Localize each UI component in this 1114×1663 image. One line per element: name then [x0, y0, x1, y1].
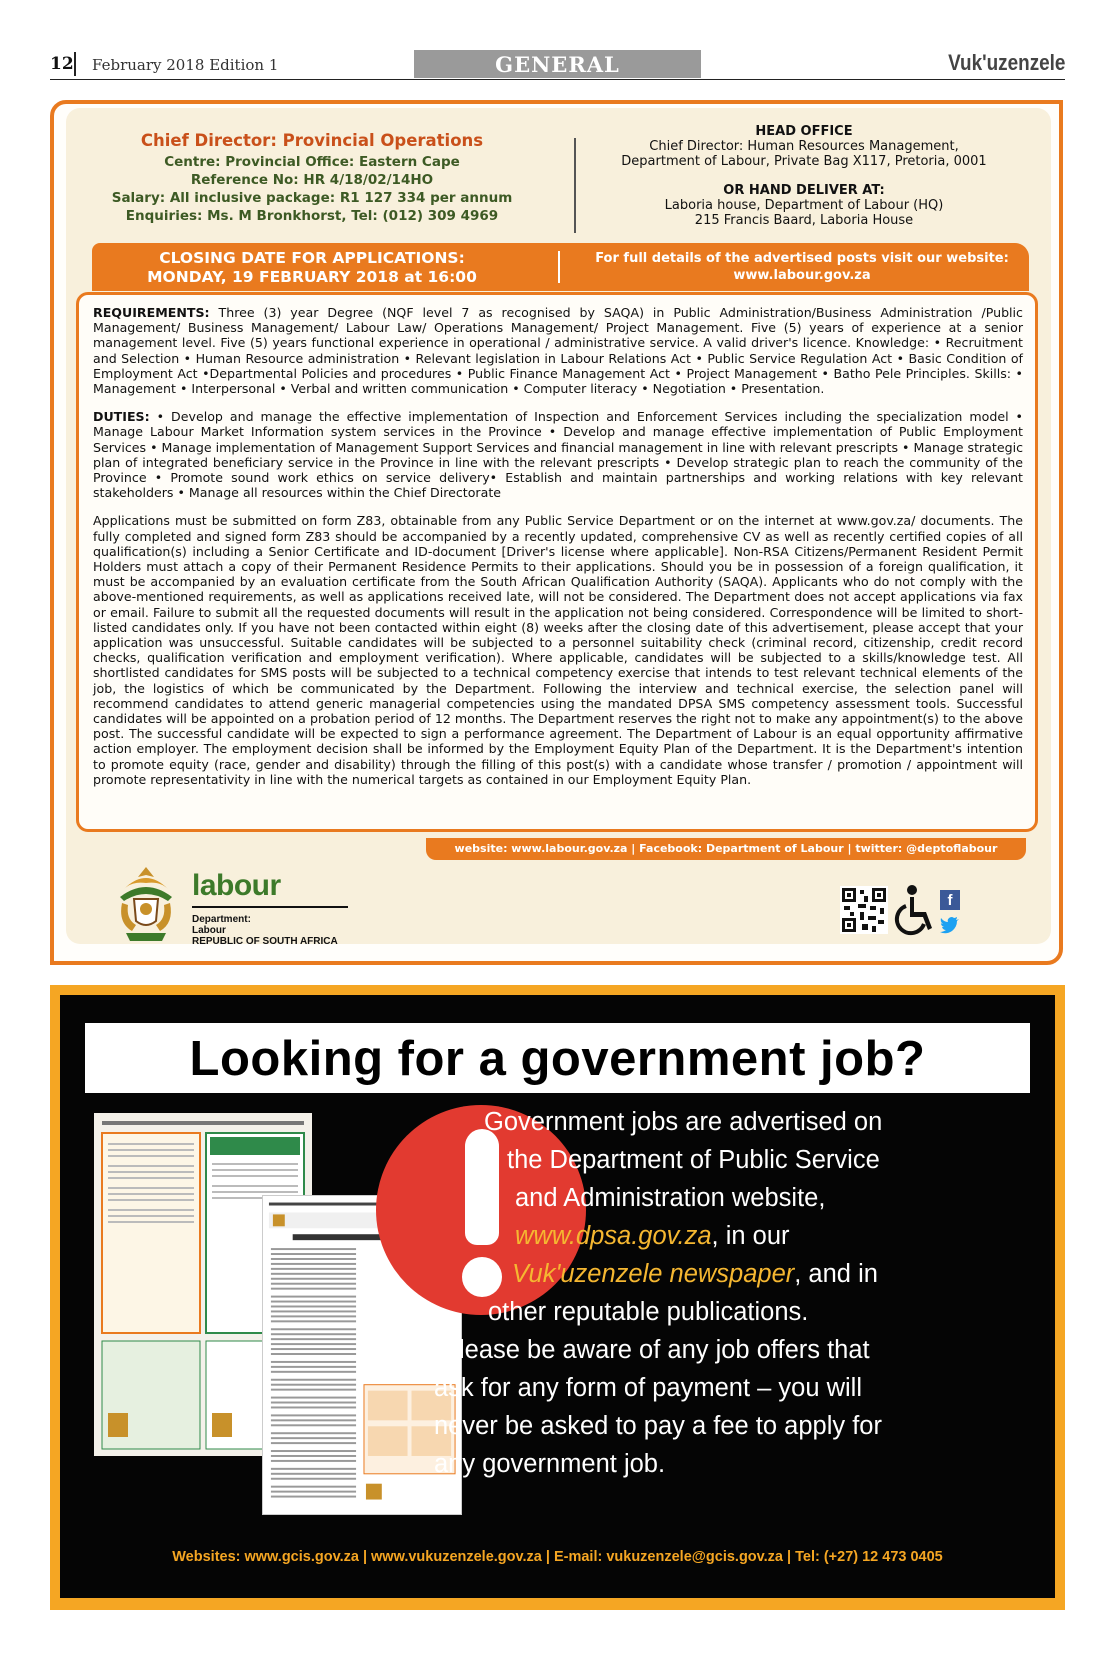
column-divider — [574, 138, 576, 233]
department-logo — [192, 870, 362, 947]
promo-line: never be asked to pay a fee to apply for — [434, 1412, 882, 1440]
promo-line — [484, 1255, 1024, 1293]
accessibility-icon — [892, 884, 938, 936]
promo-line: ask for any form of payment – you will — [434, 1374, 863, 1402]
post-enquiries: Enquiries: Ms. M Bronkhorst, Tel: (012) 309 4969 — [125, 208, 499, 224]
website-link[interactable]: www.labour.gov.za — [733, 268, 871, 283]
closing-separator — [558, 251, 560, 283]
details-label: For full details of the advertised posts visit our website: — [595, 251, 1009, 266]
dpsa-link[interactable]: www.dpsa.gov.za — [515, 1222, 712, 1250]
head-office-line: Chief Director: Human Resources Management, — [649, 139, 959, 154]
promo-box — [50, 985, 1065, 1610]
post-centre: Centre: Provincial Office: Eastern Cape — [164, 154, 460, 170]
promo-contact-footer: Websites: www.gcis.gov.za | www.vukuzenzele.gov.za | E-mail: vukuzenzele@gcis.gov.za | Tel: (+27) 12 473 0405 — [172, 1549, 943, 1565]
hand-deliver-line: Laboria house, Department of Labour (HQ) — [664, 198, 944, 213]
logo-line: REPUBLIC OF SOUTH AFRICA — [192, 936, 338, 947]
hand-deliver-heading: OR HAND DELIVER AT: — [723, 183, 885, 198]
promo-line — [484, 1217, 1024, 1255]
head-office-heading: HEAD OFFICE — [755, 124, 853, 139]
edition-date: February 2018 Edition 1 — [92, 56, 279, 74]
post-salary: Salary: All inclusive package: R1 127 334 per annum — [111, 190, 513, 206]
logo-wordmark: labour — [192, 869, 281, 902]
header-separator — [74, 52, 76, 76]
qr-code-icon — [840, 886, 888, 934]
closing-datetime: MONDAY, 19 FEBRUARY 2018 at 16:00 — [147, 268, 477, 286]
post-details — [102, 130, 522, 225]
logo-line: Labour — [192, 925, 226, 936]
section-label: GENERAL — [414, 50, 701, 78]
advert-contact-bar: website: www.labour.gov.za | Facebook: Department of Labour | twitter: @deptoflabour — [426, 838, 1026, 860]
requirements-label: REQUIREMENTS: — [93, 305, 210, 320]
requirements-text: Three (3) year Degree (NQF level 7 as recognised by SAQA) in Public Administration/Business Administration /Public Management/ Business Management/ Labour Law/ Operations Management/ Project Management. Five (5) years of experience at a senior management level. Five (5) years functional experience in operational / administrative service. A valid driver's licence. Knowledge: • Recruitment and Selection • Human Resource administration • Relevant legislation in Labour Relations Act • Public Service Regulation Act • Basic Condition of Employment Act •Departmental Policies and procedures • Public Finance Management Act • Project Management • Batho Pele Principles. Skills: • Management • Interpersonal • Verbal and written communication • Computer literacy • Negotiation • Presentation. — [93, 305, 1023, 397]
details-website — [572, 250, 1032, 284]
facebook-icon: f — [940, 890, 960, 910]
advert-panel — [66, 108, 1051, 947]
logo-line: Department: — [192, 914, 251, 925]
closing-date — [92, 249, 532, 287]
publication-name: Vuk'uzenzele — [947, 50, 1065, 75]
promo-headline: Looking for a government job? — [85, 1023, 1030, 1093]
promo-panel — [60, 995, 1055, 1598]
coat-of-arms-icon — [110, 863, 182, 945]
requirements-paragraph — [93, 305, 1023, 396]
duties-label: DUTIES: — [93, 409, 150, 425]
head-office-line: Department of Labour, Private Bag X117, Pretoria, 0001 — [621, 154, 987, 169]
vukuzenzele-link[interactable]: Vuk'uzenzele newspaper — [512, 1260, 795, 1288]
promo-line: Government jobs are advertised on — [484, 1108, 883, 1136]
page-header — [50, 50, 1065, 80]
head-office-address — [594, 124, 1014, 228]
promo-line: the Department of Public Service — [507, 1146, 880, 1174]
hand-deliver-line: 215 Francis Baard, Laboria House — [694, 213, 914, 228]
duties-text: • Develop and manage the effective implementation of Inspection and Enforcement Services including the specialization model • Manage Labour Market Information system services in the Province • Develop and manage effective implementation of Public Employment Services • Manage implementation of Management Support Services and financial management in line with relevant prescripts • Manage strategic plan of integrated beneficiary service in the Province in line with the relevant prescripts • Develop strategic plan to reach the community of the Province • Promote sound work ethics on service delivery• Establish and maintain partnerships and working relations with key relevant stakeholders • Manage all resources within the Chief Directorate — [93, 409, 1023, 501]
promo-line: Please be aware of any job offers that — [442, 1336, 870, 1364]
closing-date-bar — [92, 243, 1029, 291]
job-advert — [50, 100, 1063, 965]
promo-line-suffix: , in our — [711, 1222, 790, 1250]
post-title: Chief Director: Provincial Operations — [140, 131, 484, 150]
promo-line: and Administration website, — [515, 1184, 826, 1212]
promo-line-suffix: , and in — [794, 1260, 878, 1288]
promo-line: other reputable publications. — [488, 1298, 809, 1326]
twitter-icon — [940, 916, 960, 934]
applications-paragraph: Applications must be submitted on form Z83, obtainable from any Public Service Department or on the internet at www.gov.za/ documents. The fully completed and signed form Z83 should be accompanied by a recently updated, comprehensive CV as well as recently certified copies of all qualification(s) including a Senior Certificate and ID-document [Driver's license where applicable]. Non-RSA Citizens/Permanent Resident Permit Holders must attach a copy of their Permanent Residence Permits to their applications. Should you be in possession of a foreign qualification, it must be accompanied by an evaluation certificate from the South African Qualification Authority (SAQA). Applicants who do not comply with the above-mentioned requirements, as well as applications received late, will not be considered. The Department does not accept applications via fax or email. Failure to submit all the requested documents will result in the application not being considered. Correspondence will be limited to short-listed candidates only. If you have not been contacted within eight (8) weeks after the closing date of this advertisement, please accept that your application was unsuccessful. Suitable candidates will be subjected to a personnel suitability check (criminal record, citizenship, credit record checks, qualification verification and employment verification). Where applicable, candidates will be subjected to a skills/knowledge test. All shortlisted candidates for SMS posts will be subjected to a technical competency exercise that intends to test relevant technical elements of the job, the logistics of which be communicated by the Department. Following the interview and technical exercise, the selection panel will recommend candidates to attend generic managerial competencies using the mandated DPSA SMS competency assessment tools. Successful candidates will be appointed on a probation period of 12 months. The Department reserves the right not to make any appointment(s) to the above post. The successful candidate will be expected to sign a performance agreement. The Department of Labour is an equal opportunity affirmative action employer. The employment decision shall be informed by the Employment Equity Plan of the Department. It is the Department's intention to promote equity (race, gender and disability) through the filling of this post(s) with a candidate whose transfer / promotion / appointment will promote representativity in line with the numerical targets as contained in our Employment Equity Plan. — [93, 513, 1023, 787]
page-number: 12 — [50, 54, 74, 74]
post-reference: Reference No: HR 4/18/02/14HO — [190, 172, 434, 188]
promo-message — [434, 1103, 1024, 1483]
advert-body — [76, 292, 1038, 832]
closing-label: CLOSING DATE FOR APPLICATIONS: — [159, 249, 465, 267]
duties-paragraph — [93, 409, 1023, 500]
promo-line: any government job. — [434, 1450, 666, 1478]
